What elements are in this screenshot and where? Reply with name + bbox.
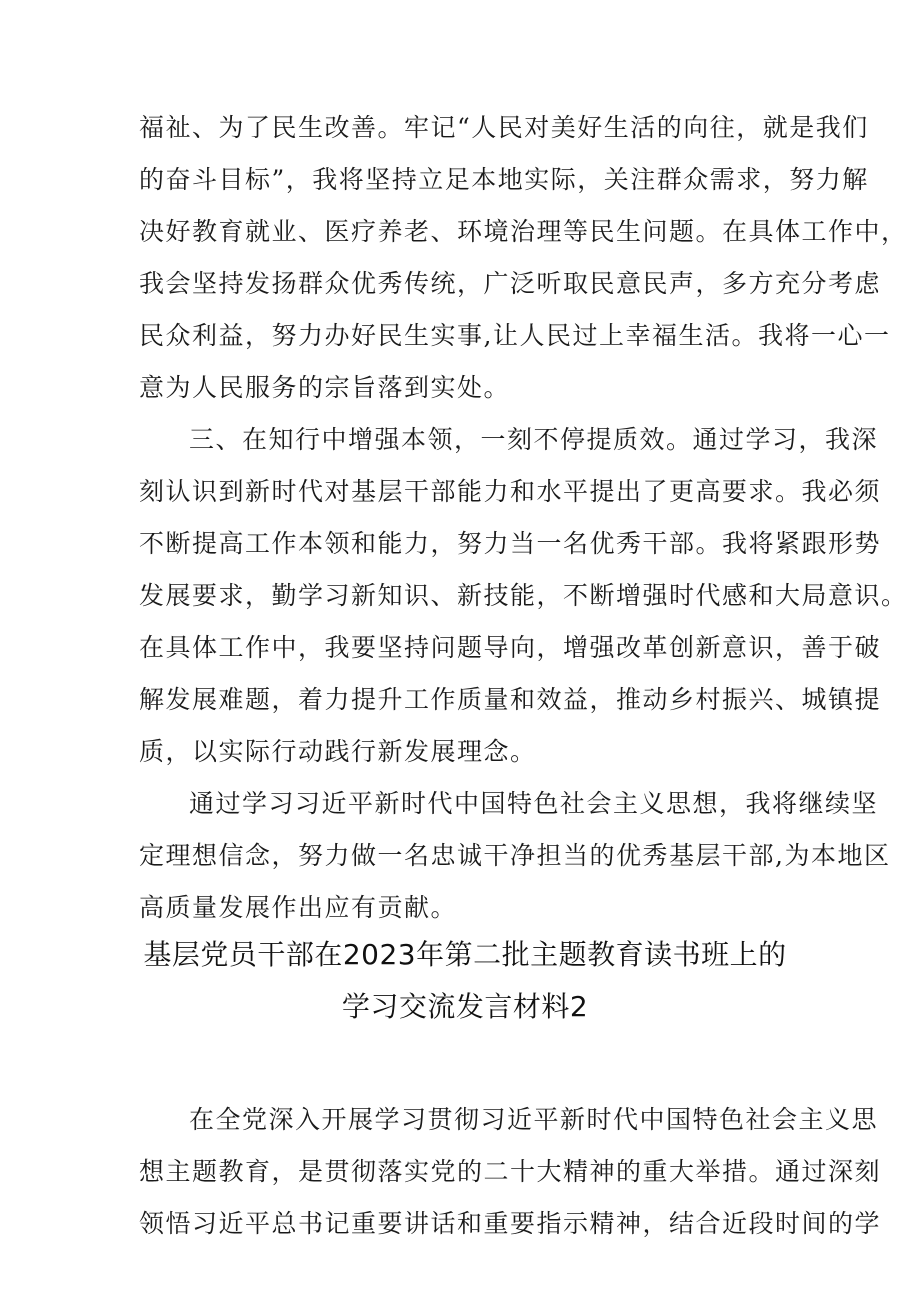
text-line: 三、在知行中增强本领，一刻不停提质效。通过学习，我深: [189, 425, 879, 454]
text-line: 解发展难题，着力提升工作质量和效益，推动乡村振兴、城镇提: [139, 685, 882, 714]
text-line: 的奋斗目标”，我将坚持立足本地实际，关注群众需求，努力解: [139, 165, 869, 194]
text-line: 定理想信念，努力做一名忠诚干净担当的优秀基层干部,为本地区: [139, 841, 891, 870]
text-line: 发展要求，勤学习新知识、新技能，不断增强时代感和大局意识。: [139, 581, 908, 610]
text-line: 决好教育就业、医疗养老、环境治理等民生问题。在具体工作中，: [139, 217, 908, 246]
heading-line-1: 基层党员干部在2023年第二批主题教育读书班上的: [143, 938, 787, 971]
text-line: 意为人民服务的宗旨落到实处。: [139, 373, 511, 402]
text-line: 想主题教育，是贯彻落实党的二十大精神的重大举措。通过深刻: [139, 1157, 882, 1186]
text-line: 高质量发展作出应有贡献。: [139, 893, 458, 922]
heading-line-2: 学习交流发言材料2: [341, 990, 589, 1023]
text-line: 在全党深入开展学习贯彻习近平新时代中国特色社会主义思: [189, 1105, 879, 1134]
text-line: 福祉、为了民生改善。牢记“人民对美好生活的向往，就是我们: [139, 113, 869, 142]
text-line: 不断提高工作本领和能力，努力当一名优秀干部。我将紧跟形势: [139, 529, 882, 558]
text-line: 质，以实际行动践行新发展理念。: [139, 737, 537, 766]
text-line: 通过学习习近平新时代中国特色社会主义思想，我将继续坚: [189, 789, 879, 818]
text-line: 我会坚持发扬群众优秀传统，广泛听取民意民声，多方充分考虑: [139, 269, 882, 298]
text-line: 领悟习近平总书记重要讲话和重要指示精神，结合近段时间的学: [139, 1209, 882, 1238]
text-line: 民众利益，努力办好民生实事,让人民过上幸福生活。我将一心一: [139, 321, 891, 350]
text-line: 刻认识到新时代对基层干部能力和水平提出了更高要求。我必须: [139, 477, 882, 506]
text-line: 在具体工作中，我要坚持问题导向，增强改革创新意识，善于破: [139, 633, 882, 662]
